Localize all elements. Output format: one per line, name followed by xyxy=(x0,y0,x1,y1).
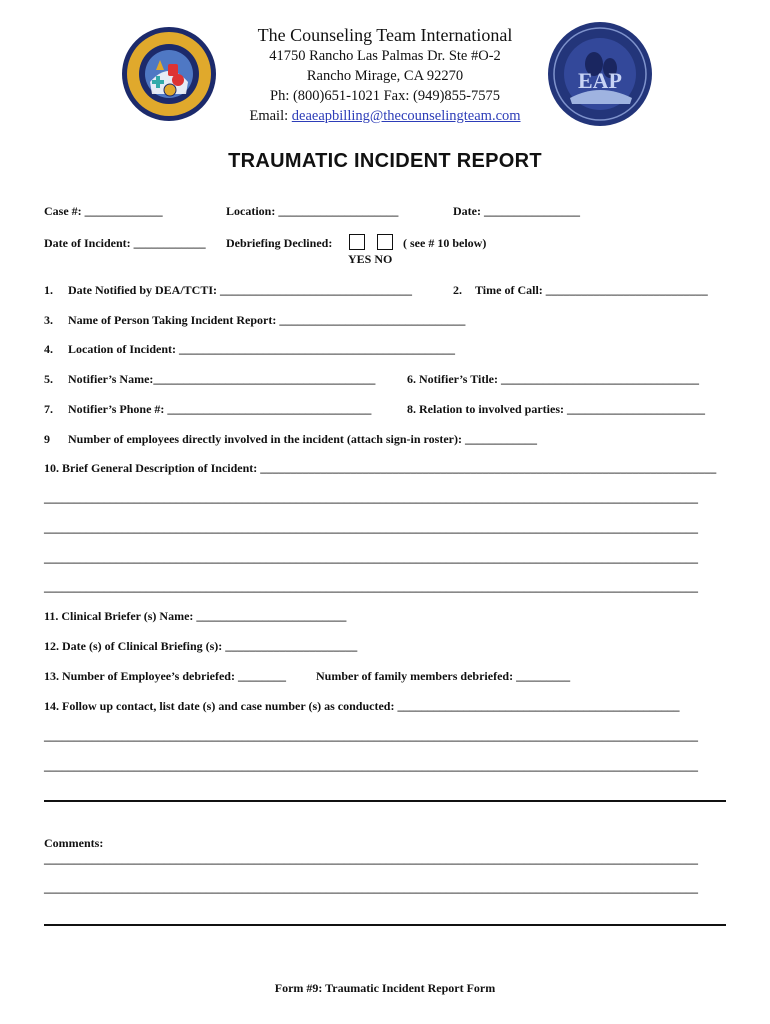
clinical-briefer-field[interactable]: 11. Clinical Briefer (s) Name: _________________________ xyxy=(44,609,347,623)
email-prefix: Email: xyxy=(249,108,292,124)
item-3-number: 3. xyxy=(44,313,53,327)
item-4-number: 4. xyxy=(44,342,53,356)
date-field[interactable]: Date: ________________ xyxy=(453,204,580,218)
item-5-number: 5. xyxy=(44,372,53,386)
incident-location-field[interactable]: Location of Incident: ______________________________________________ xyxy=(68,342,455,356)
description-line[interactable]: _____________________________________________________________________________________________________________ xyxy=(44,551,698,565)
debrief-yes-checkbox[interactable] xyxy=(349,234,365,250)
time-of-call-field[interactable]: Time of Call: ___________________________ xyxy=(475,283,708,297)
comments-label: Comments: xyxy=(44,836,104,850)
section-divider xyxy=(44,924,726,926)
employees-debriefed-field[interactable]: 13. Number of Employee’s debriefed: ________ xyxy=(44,669,286,683)
address-line-2: Rancho Mirage, CA 92270 xyxy=(306,68,464,84)
description-line[interactable]: _____________________________________________________________________________________________________________ xyxy=(44,521,698,535)
notifier-phone-field[interactable]: Notifier’s Phone #: __________________________________ xyxy=(68,402,372,416)
description-line[interactable]: _____________________________________________________________________________________________________________ xyxy=(44,491,698,505)
family-debriefed-field[interactable]: Number of family members debriefed: _________ xyxy=(316,669,571,683)
item-7-number: 7. xyxy=(44,402,53,416)
yes-no-labels: YES NO xyxy=(348,252,393,266)
date-notified-field[interactable]: Date Notified by DEA/TCTI: ________________________________ xyxy=(68,283,412,297)
debrief-no-checkbox[interactable] xyxy=(377,234,393,250)
debriefing-declined-label: Debriefing Declined: xyxy=(226,236,333,250)
letterhead xyxy=(200,24,570,126)
page-title: TRAUMATIC INCIDENT REPORT xyxy=(228,150,542,172)
description-line[interactable]: _____________________________________________________________________________________________________________ xyxy=(44,580,698,594)
item-1-number: 1. xyxy=(44,283,53,297)
employees-involved-field[interactable]: Number of employees directly involved in the incident (attach sign-in roster): ____________ xyxy=(68,432,537,446)
follow-up-line[interactable]: _____________________________________________________________________________________________________________ xyxy=(44,729,698,743)
address-line-1: 41750 Rancho Las Palmas Dr. Ste #O-2 xyxy=(269,48,501,64)
item-2-number: 2. xyxy=(453,283,462,297)
org-name: The Counseling Team International xyxy=(257,25,513,45)
email-link[interactable]: deaeapbilling@thecounselingteam.com xyxy=(291,108,521,124)
location-field[interactable]: Location: ____________________ xyxy=(226,204,399,218)
form-footer: Form #9: Traumatic Incident Report Form xyxy=(274,981,496,995)
email-line xyxy=(200,106,570,126)
report-taker-field[interactable]: Name of Person Taking Incident Report: _______________________________ xyxy=(68,313,466,327)
comments-line[interactable]: _____________________________________________________________________________________________________________ xyxy=(44,852,698,866)
see-note: ( see # 10 below) xyxy=(403,236,487,250)
logo-right-text: EAP xyxy=(578,68,622,93)
notifier-name-field[interactable]: Notifier’s Name:_____________________________________ xyxy=(68,372,376,386)
case-number-field[interactable]: Case #: _____________ xyxy=(44,204,163,218)
notifier-title-field[interactable]: 6. Notifier’s Title: _________________________________ xyxy=(407,372,699,386)
follow-up-field[interactable]: 14. Follow up contact, list date (s) and case number (s) as conducted: _______________________________________________ xyxy=(44,699,680,713)
description-field[interactable]: 10. Brief General Description of Incident: ____________________________________________________________________________ xyxy=(44,461,717,475)
section-divider xyxy=(44,800,726,802)
briefing-date-field[interactable]: 12. Date (s) of Clinical Briefing (s): ______________________ xyxy=(44,639,358,653)
follow-up-line[interactable]: _____________________________________________________________________________________________________________ xyxy=(44,759,698,773)
phone-fax: Ph: (800)651-1021 Fax: (949)855-7575 xyxy=(270,88,500,104)
comments-line[interactable]: _____________________________________________________________________________________________________________ xyxy=(44,881,698,895)
item-9-number: 9 xyxy=(44,432,50,446)
relation-field[interactable]: 8. Relation to involved parties: _______________________ xyxy=(407,402,705,416)
date-of-incident-field[interactable]: Date of Incident: ____________ xyxy=(44,236,206,250)
